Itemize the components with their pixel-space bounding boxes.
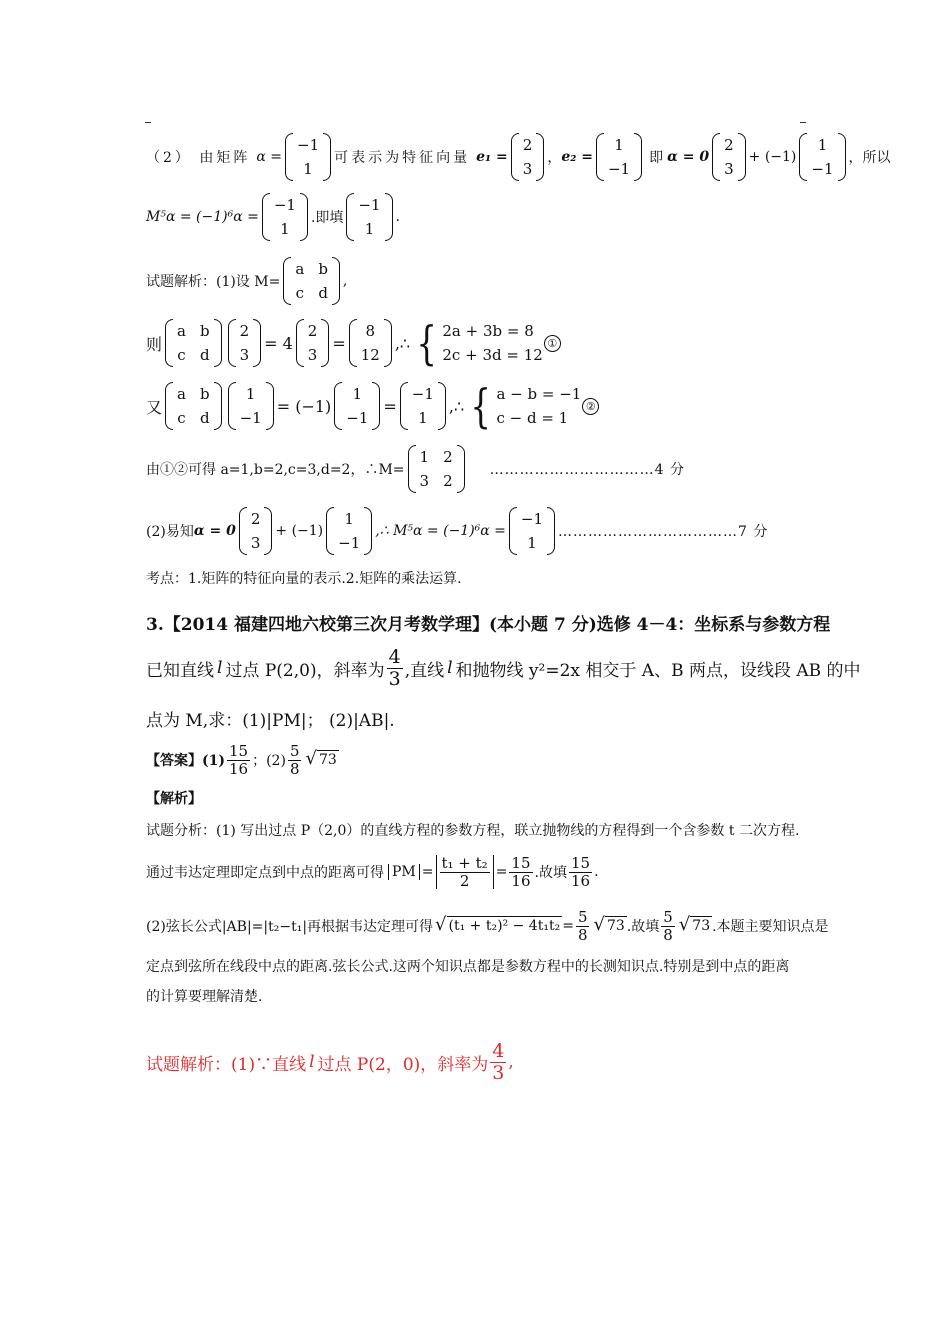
fenxi-line4: 定点到弦所在线段中点的距离.弦长公式.这两个知识点都是参数方程中的长测知识点.特别是到中点的距离 (146, 959, 790, 975)
matrix-M-abcd: a b c d (283, 257, 340, 305)
analysis-row1: 则 a b c d 2 3 = 4 2 3 = 8 12 ,∴ { 2a + 3b = 8 2c + 3d = 12 ① (146, 318, 562, 368)
fenxi-line2: 通过韦达定理即定点到中点的距离可得 PM = $\frac{\text{t₁ + t₂}}{2}$ = $\frac{15}{16}$ .故填 $\frac{15}{16}$ . (146, 854, 599, 890)
matrix-M-result: 1 2 3 2 (408, 445, 465, 493)
header-mark-right (800, 122, 806, 123)
part2-line1: （2） 由矩阵 α = −1 1 可表示为特征向量 e₁ = 2 3 ， e₂ = 1 −1 即 α = 0 2 3 + (−1) 1 −1 ，所以 (146, 132, 891, 182)
e2-vector: 1 −1 (596, 133, 642, 181)
problem3-line2: 点为 M,求：(1)|PM|； (2)|AB|. (146, 711, 395, 731)
analysis-intro: 试题解析：(1)设 M= a b c d , (146, 256, 347, 306)
part2-line2: M⁵α = (−1)⁶α = −1 1 .即填 −1 1 . (146, 192, 400, 242)
fenxi-line3: (2)弦长公式|AB|=|t₂−t₁|再根据韦达定理可得 √ (t₁ + t₂)² − 4t₁t₂ = $\frac{5}{8}$ √ 73 .故填 $\frac{5}{8}$ √ 73 .本题主要知识点是 (146, 908, 829, 944)
equation-system-2: { a − b = −1 c − d = 1 (470, 379, 582, 433)
e1-vector: 2 3 (511, 133, 545, 181)
e2-vector-repeat: 1 −1 (799, 133, 845, 181)
equation-system-1: { 2a + 3b = 8 2c + 3d = 12 (416, 316, 543, 370)
result-vector: −1 1 (262, 193, 308, 241)
analysis-row4: (2)易知 α = 0 2 3 + (−1) 1 −1 ,∴ M⁵α = (−1)⁶α = −1 1 ………………………………7 分 (146, 506, 768, 556)
result-vector-fill: −1 1 (346, 193, 392, 241)
fenxi-line5: 的计算要理解清楚. (146, 989, 263, 1005)
kaodian-line: 考点：1.矩阵的特征向量的表示.2.矩阵的乘法运算. (146, 571, 462, 587)
problem3-line1: 已知直线 l 过点 P(2,0)，斜率为 $\frac{4}{3}$ ,直线 l 和抛物线 y²=2x 相交于 A、B 两点，设线段 AB 的中 (146, 645, 861, 690)
alpha-vector: −1 1 (285, 133, 331, 181)
header-mark-left (145, 122, 151, 123)
answer-line: 【答案】(1) $\frac{15}{16}$ ；(2) $\frac{5}{8}$ √ 73 (146, 742, 337, 778)
red-analysis-line: 试题解析：(1)∵直线 l 过点 P(2，0)，斜率为 $\frac{4}{3}$ , (146, 1039, 514, 1084)
fenxi-line1: 试题分析：(1) 写出过点 P（2,0）的直线方程的参数方程，联立抛物线的方程得到一个含参数 t 二次方程. (146, 823, 800, 839)
problem3-heading: 3.【2014 福建四地六校第三次月考数学理】(本小题 7 分)选修 4－4：坐标系与参数方程 (146, 615, 831, 635)
jiexi-label: 【解析】 (146, 791, 202, 807)
slope-fraction: $\frac{4}{3}$ (388, 645, 401, 690)
analysis-row3: 由①②可得 a=1,b=2,c=3,d=2，∴M= 1 2 3 2 ……………………………4 分 (146, 444, 685, 494)
analysis-row2: 又 a b c d 1 −1 = (−1) 1 −1 = −1 1 ,∴ { a − b = −1 c − d = 1 ② (146, 381, 600, 431)
e1-vector-repeat: 2 3 (712, 133, 746, 181)
